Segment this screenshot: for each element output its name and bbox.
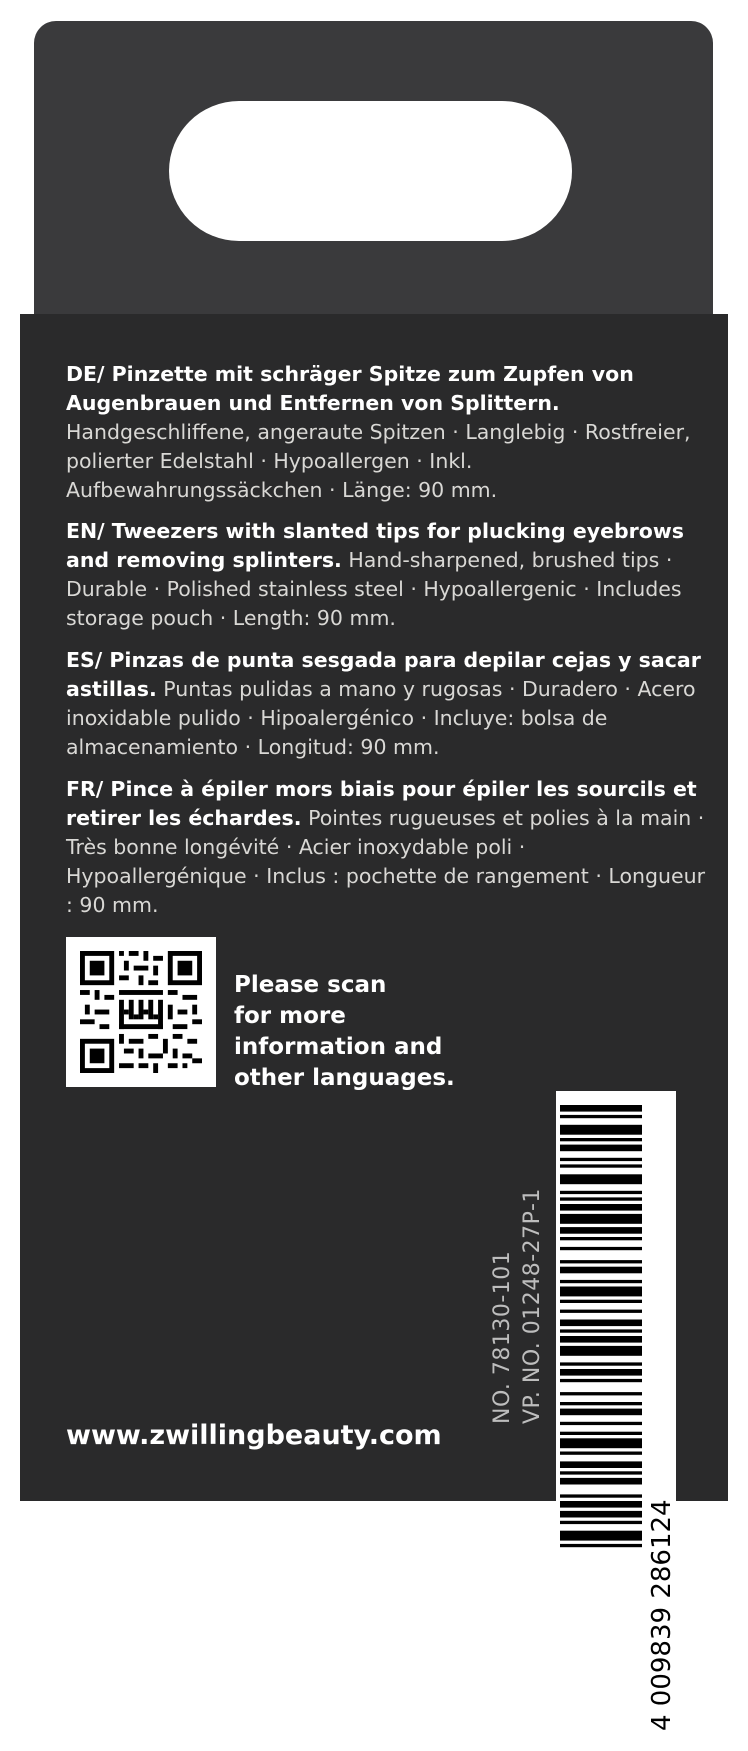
barcode-bar [560,1531,642,1541]
barcode-icon [556,1091,676,1747]
description-en [66,517,706,633]
barcode-bar [560,1478,642,1485]
barcode-bar [560,1174,642,1184]
description-de-details: Handgeschliffene, angeraute Spitzen · Langlebig · Rostfreier, polierter Edelstahl · Hypoallergen · Inkl. Aufbewahrungssäckchen · Länge: 90 mm. [66,420,691,502]
qr-code-icon [80,951,202,1073]
barcode-bar [560,1237,642,1240]
description-en-title: EN/ Tweezers with slanted tips for plucking eyebrows and removing splinters. [66,519,684,572]
scan-line: information and [234,1034,443,1060]
barcode-bar [560,1158,642,1161]
scan-line: other languages. [234,1065,455,1091]
barcode-bar [560,1471,642,1474]
description-fr-details: Pointes rugueuses et polies à la main · Très bonne longévité · Acier inoxydable poli · Hypoallergénique · Inclus : pochette de rangement · Longueur : 90 mm. [66,806,706,917]
barcode-bar [560,1197,642,1200]
barcode-bar [560,1125,642,1135]
barcode-bar [560,1511,642,1518]
barcode-bar [560,1461,642,1468]
barcode-bar [560,1204,642,1211]
description-fr [66,775,706,920]
item-number: NO. 78130-101 [490,1250,515,1424]
barcode-bar [560,1105,642,1112]
barcode-digits: 4 009839 286124 [647,1499,676,1731]
barcode-bar [560,1214,642,1224]
barcode-bar [560,1164,642,1167]
hanger-tab [34,21,713,331]
barcode-bar [560,1138,642,1141]
barcode-bar [560,1320,642,1327]
barcode-bar [560,1494,642,1497]
barcode-bar [560,1346,642,1356]
barcode-bar [560,1409,642,1416]
website-url[interactable]: www.zwillingbeauty.com [66,1420,442,1451]
barcode-bar [560,1227,642,1234]
description-de-title: DE/ Pinzette mit schräger Spitze zum Zupfen von Augenbrauen und Entfernen von Splittern. [66,362,634,415]
barcode-bar [560,1280,642,1283]
barcode-bar [560,1115,642,1118]
barcode-bar [560,1422,642,1425]
description-es-details: Puntas pulidas a mano y rugosas · Duradero · Acero inoxidable pulido · Hipoalergénico · Incluye: bolsa de almacenamiento · Longitud: 90 mm. [66,677,696,759]
barcode-bar [560,1310,642,1313]
vp-number: VP. NO. 01248-27P-1 [520,1188,545,1424]
barcode-bar [560,1145,642,1152]
barcode-bar [560,1392,642,1395]
scan-line: for more [234,1003,346,1029]
barcode-bar [560,1521,642,1524]
barcode-bar [560,1544,642,1547]
barcode-bar [560,1300,642,1303]
description-es-title: ES/ Pinzas de punta sesgada para depilar cejas y sacar astillas. [66,648,701,701]
hang-hole-top [301,101,441,241]
barcode-bar [560,1336,642,1343]
barcode-bar [560,1452,642,1455]
barcode-bar [560,1287,642,1297]
description-es [66,646,706,762]
barcode-bar [560,1260,642,1263]
barcode-bar [560,1267,642,1274]
barcode [556,1091,676,1747]
barcode-bar [560,1501,642,1508]
barcode-bar [560,1379,642,1382]
qr-code[interactable] [66,937,216,1087]
barcode-bar [560,1402,642,1405]
description-en-details: Hand-sharpened, brushed tips · Durable · Polished stainless steel · Hypoallergenic · Includes storage pouch · Length: 90 mm. [66,548,682,630]
description-de [66,360,706,505]
barcode-bar [560,1438,642,1448]
scan-instructions [234,970,474,1094]
package-back [20,314,728,1731]
barcode-bar [560,1247,642,1250]
barcode-bar [560,1362,642,1365]
barcode-bar [560,1329,642,1332]
scan-line: Please scan [234,972,387,998]
barcode-bar [560,1369,642,1376]
barcode-bar [560,1191,642,1194]
barcode-bar [560,1432,642,1435]
description-fr-title: FR/ Pince à épiler mors biais pour épiler les sourcils et retirer les échardes. [66,777,697,830]
